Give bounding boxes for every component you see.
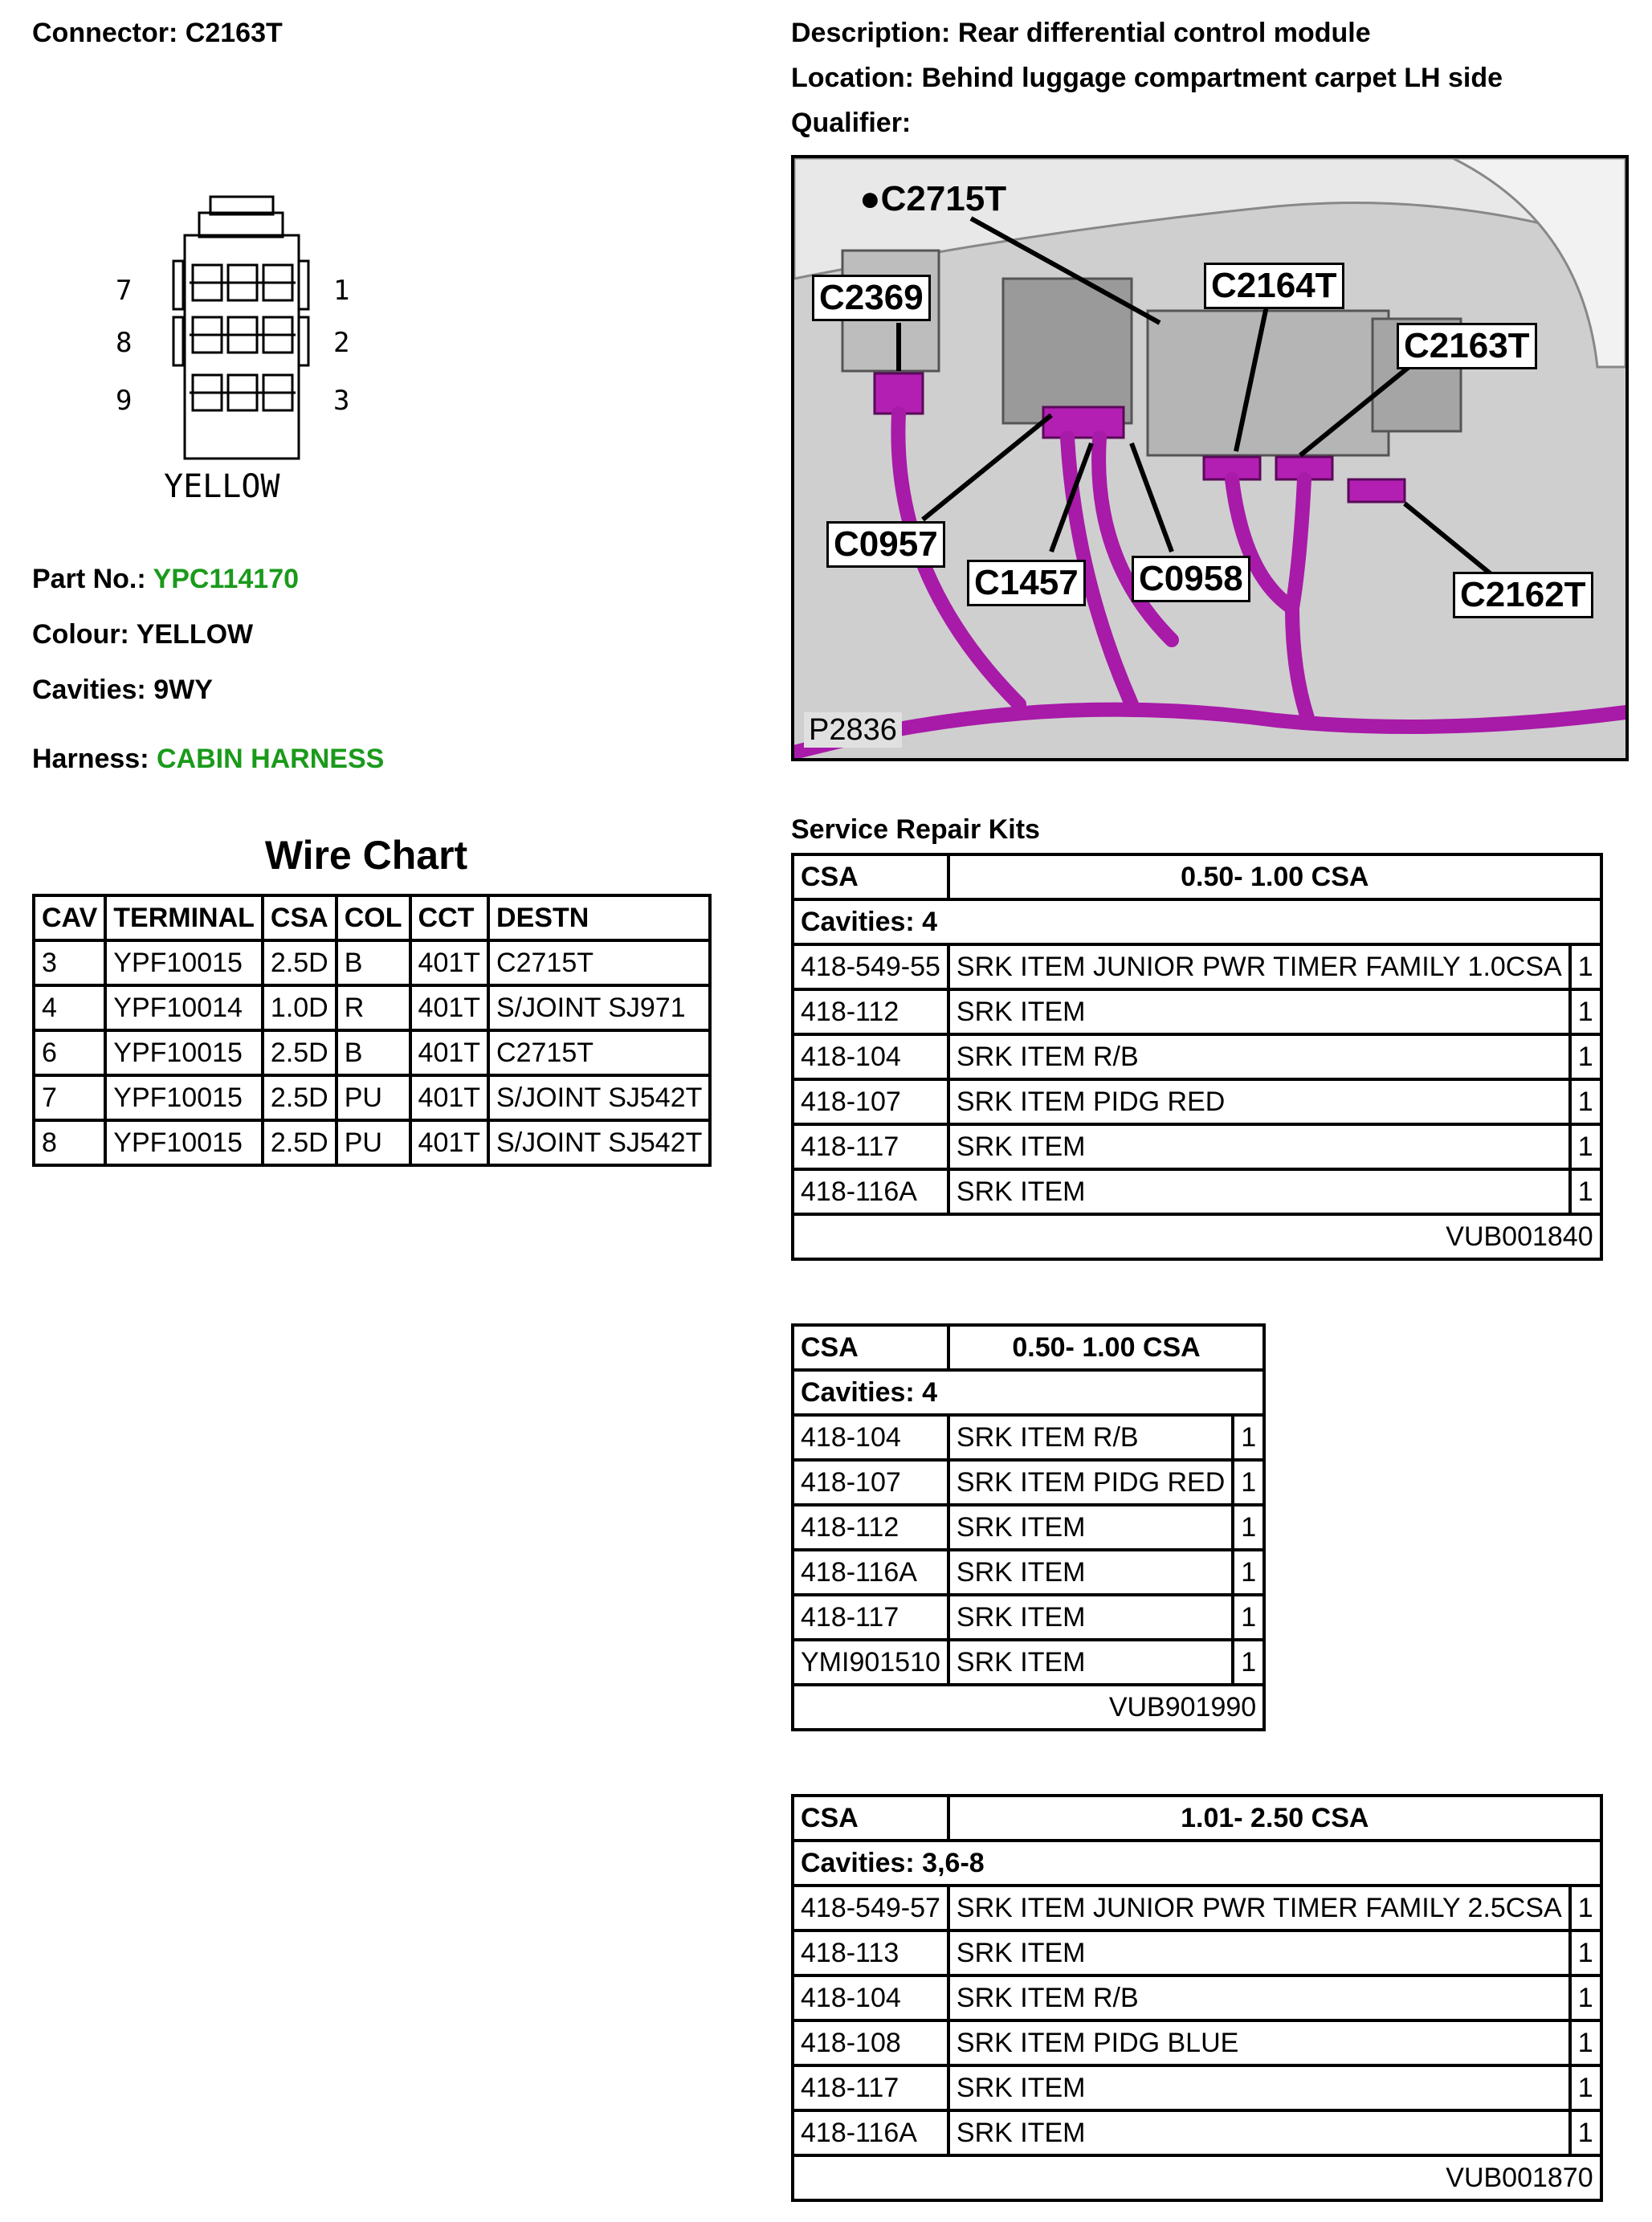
- service-repair-kits-title: Service Repair Kits: [791, 814, 1040, 845]
- pin-label: 3: [333, 385, 350, 417]
- table-row: 418-549-55 SRK ITEM JUNIOR PWR TIMER FAMILY 1.0CSA 1: [793, 944, 1601, 989]
- table-row: 418-549-57 SRK ITEM JUNIOR PWR TIMER FAMILY 2.5CSA 1: [793, 1886, 1601, 1930]
- part-no: Part No.: YPC114170: [32, 564, 300, 594]
- table-row: 418-117 SRK ITEM 1: [793, 1124, 1601, 1169]
- photo-label: C1457: [967, 560, 1086, 606]
- table-row: 8 YPF10015 2.5D PU 401T S/JOINT SJ542T: [34, 1120, 710, 1165]
- table-row: 418-116A SRK ITEM 1: [793, 1550, 1264, 1595]
- table-header-row: CSA 0.50- 1.00 CSA: [793, 1325, 1264, 1370]
- photo-label: C2369: [812, 275, 931, 321]
- pin-label: 8: [116, 327, 133, 359]
- photo-label: ●C2715T: [859, 179, 1007, 218]
- pin-label: 7: [116, 275, 133, 307]
- table-row: 7 YPF10015 2.5D PU 401T S/JOINT SJ542T: [34, 1075, 710, 1120]
- colour: Colour: YELLOW: [32, 619, 254, 650]
- cavities: Cavities: 9WY: [32, 675, 213, 705]
- table-row: 418-113 SRK ITEM 1: [793, 1930, 1601, 1975]
- wire-chart-title: Wire Chart: [264, 833, 468, 878]
- table-row: 418-117 SRK ITEM 1: [793, 1595, 1264, 1640]
- photo-label: C0958: [1132, 556, 1250, 602]
- photo-illustration: [794, 158, 1625, 758]
- location: Location: Behind luggage compartment carpet LH side: [791, 63, 1503, 93]
- table-row: Cavities: 4: [793, 1370, 1264, 1415]
- table-row: 418-116A SRK ITEM 1: [793, 2110, 1601, 2155]
- cavity-grid: [190, 265, 296, 410]
- wire-chart-table: [32, 894, 712, 1167]
- table-row: Cavities: 4: [793, 899, 1601, 944]
- connector-face-diagram: [112, 189, 369, 510]
- photo-label: C2163T: [1397, 323, 1537, 369]
- table-row: YMI901510 SRK ITEM 1: [793, 1640, 1264, 1685]
- table-row: 418-116A SRK ITEM 1: [793, 1169, 1601, 1214]
- connector-colour-label: YELLOW: [164, 468, 280, 505]
- table-row: 418-107 SRK ITEM PIDG RED 1: [793, 1079, 1601, 1124]
- table-row: VUB001840: [793, 1214, 1601, 1259]
- harness: Harness: CABIN HARNESS: [32, 744, 385, 774]
- table-header-row: CSA 0.50- 1.00 CSA: [793, 854, 1601, 899]
- table-row: 418-112 SRK ITEM 1: [793, 989, 1601, 1034]
- repair-kit-table: [791, 853, 1603, 1261]
- table-header-row: CAV TERMINAL CSA COL CCT DESTN: [34, 895, 710, 940]
- pin-label: 2: [333, 327, 350, 359]
- pin-label: 9: [116, 385, 133, 417]
- location-photo: [791, 155, 1629, 761]
- table-row: 418-112 SRK ITEM 1: [793, 1505, 1264, 1550]
- table-row: 6 YPF10015 2.5D B 401T C2715T: [34, 1030, 710, 1075]
- table-row: 418-104 SRK ITEM R/B 1: [793, 1034, 1601, 1079]
- photo-reference: P2836: [804, 712, 902, 748]
- table-row: 418-104 SRK ITEM R/B 1: [793, 1975, 1601, 2020]
- table-header-row: CSA 1.01- 2.50 CSA: [793, 1796, 1601, 1841]
- table-row: VUB901990: [793, 1685, 1264, 1730]
- table-row: 418-108 SRK ITEM PIDG BLUE 1: [793, 2020, 1601, 2065]
- qualifier: Qualifier:: [791, 108, 912, 138]
- table-row: VUB001870: [793, 2155, 1601, 2200]
- table-row: 418-104 SRK ITEM R/B 1: [793, 1415, 1264, 1460]
- photo-label: C0957: [826, 521, 945, 568]
- repair-kit-table: [791, 1794, 1603, 2202]
- table-row: 418-117 SRK ITEM 1: [793, 2065, 1601, 2110]
- table-row: 418-107 SRK ITEM PIDG RED 1: [793, 1460, 1264, 1505]
- photo-label: C2164T: [1204, 263, 1344, 309]
- table-row: 4 YPF10014 1.0D R 401T S/JOINT SJ971: [34, 985, 710, 1030]
- repair-kit-table: [791, 1323, 1266, 1731]
- photo-label: C2162T: [1453, 572, 1593, 618]
- pin-label: 1: [333, 275, 350, 307]
- description: Description: Rear differential control module: [791, 18, 1371, 48]
- connector-id: Connector: C2163T: [32, 18, 283, 48]
- table-row: Cavities: 3,6-8: [793, 1841, 1601, 1886]
- table-row: 3 YPF10015 2.5D B 401T C2715T: [34, 940, 710, 985]
